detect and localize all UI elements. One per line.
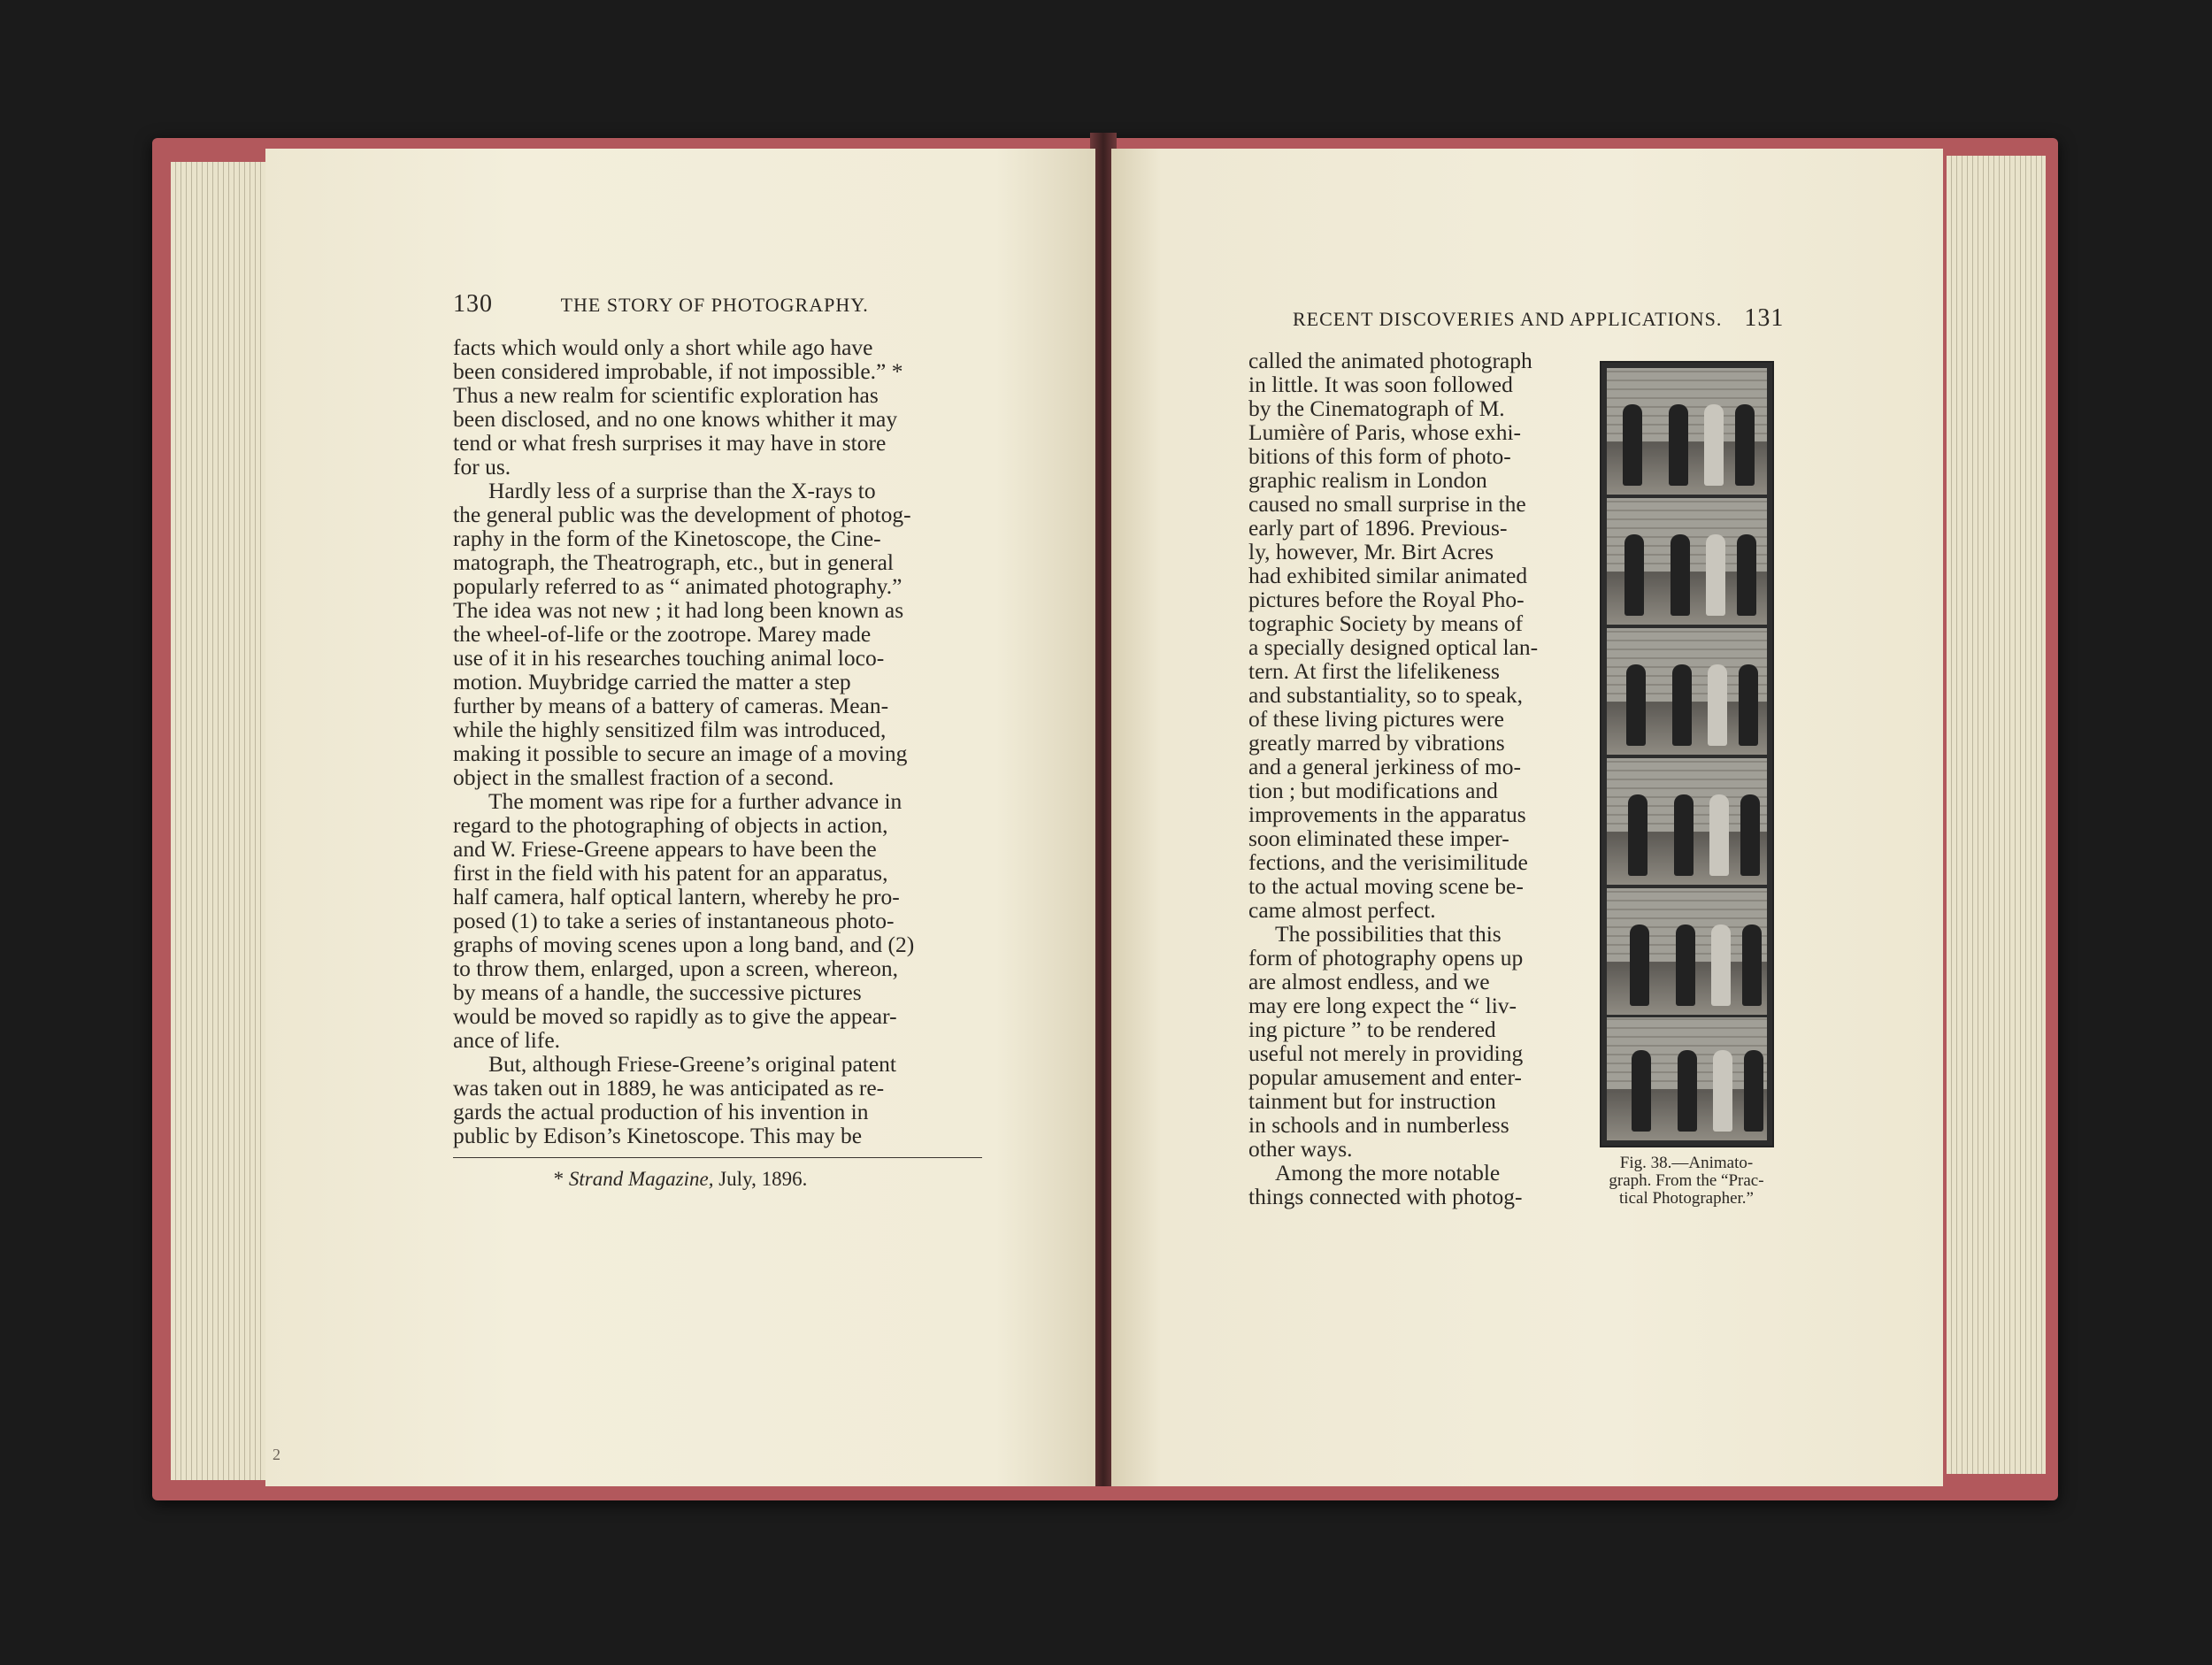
text-line: The moment was ripe for a further advance in bbox=[488, 788, 902, 814]
text-line: pictures before the Royal Pho- bbox=[1248, 587, 1525, 612]
text-line: posed (1) to take a series of instantaneous photo- bbox=[453, 908, 895, 933]
text-line: ly, however, Mr. Birt Acres bbox=[1248, 539, 1494, 564]
left-running-head bbox=[453, 290, 869, 326]
left-page-number: 130 bbox=[453, 290, 493, 318]
text-line: a specially designed optical lan- bbox=[1248, 634, 1539, 660]
text-line: improvements in the apparatus bbox=[1248, 802, 1526, 827]
text-line: making it possible to secure an image of a moving bbox=[453, 740, 908, 766]
text-line: raphy in the form of the Kinetoscope, the Cine- bbox=[453, 526, 881, 551]
text-line: came almost perfect. bbox=[1248, 897, 1436, 923]
text-line: was taken out in 1889, he was anticipated as re- bbox=[453, 1075, 885, 1101]
text-line: the wheel-of-life or the zootrope. Marey made bbox=[453, 621, 872, 647]
text-line: may ere long expect the “ liv- bbox=[1248, 993, 1517, 1018]
text-line: for us. bbox=[453, 454, 511, 480]
animatograph-film-strip bbox=[1600, 361, 1774, 1147]
text-line: But, although Friese-Greene’s original patent bbox=[488, 1051, 897, 1077]
right-running-title: RECENT DISCOVERIES AND APPLICATIONS. bbox=[1293, 308, 1723, 330]
text-line: first in the field with his patent for an apparatus, bbox=[453, 860, 888, 886]
text-line: and a general jerkiness of mo- bbox=[1248, 754, 1522, 779]
text-line: tern. At first the lifelikeness bbox=[1248, 658, 1500, 684]
text-line: and W. Friese-Greene appears to have been the bbox=[453, 836, 877, 862]
figure-caption bbox=[1585, 1155, 1788, 1208]
film-frame bbox=[1607, 1017, 1767, 1140]
text-line: regard to the photographing of objects in action, bbox=[453, 812, 888, 838]
text-line: Lumière of Paris, whose exhi- bbox=[1248, 419, 1522, 445]
text-line: to the actual moving scene be- bbox=[1248, 873, 1524, 899]
film-frame bbox=[1607, 368, 1767, 495]
text-line: use of it in his researches touching animal loco- bbox=[453, 645, 885, 671]
text-line: object in the smallest fraction of a second. bbox=[453, 764, 834, 790]
footnote-marker: * bbox=[553, 1168, 569, 1190]
footnote-rule bbox=[453, 1157, 982, 1158]
right-page bbox=[1111, 149, 1943, 1486]
film-frame bbox=[1607, 628, 1767, 755]
text-line: popular amusement and enter- bbox=[1248, 1064, 1522, 1090]
text-line: to throw them, enlarged, upon a screen, whereon, bbox=[453, 955, 898, 981]
footnote-date: July, 1896. bbox=[713, 1168, 808, 1190]
text-line: popularly referred to as “ animated photography.” bbox=[453, 573, 902, 599]
text-line: tend or what fresh surprises it may have in store bbox=[453, 430, 887, 456]
caption-line: Fig. 38.—Animato- bbox=[1619, 1154, 1754, 1172]
text-line: other ways. bbox=[1248, 1136, 1353, 1162]
text-line: been disclosed, and no one knows whither it may bbox=[453, 406, 898, 432]
text-line: soon eliminated these imper- bbox=[1248, 825, 1509, 851]
text-line: ance of life. bbox=[453, 1027, 561, 1053]
left-page-edges bbox=[171, 162, 277, 1480]
text-line: graphs of moving scenes upon a long band, and (2) bbox=[453, 932, 915, 957]
text-line: the general public was the development of photog- bbox=[453, 502, 911, 527]
text-line: The idea was not new ; it had long been known as bbox=[453, 597, 904, 623]
text-line: in little. It was soon followed bbox=[1248, 372, 1513, 397]
footnote bbox=[265, 1168, 1095, 1191]
text-line: things connected with photog- bbox=[1248, 1184, 1523, 1209]
text-line: been considered improbable, if not impossible.” * bbox=[453, 358, 903, 384]
text-line: and substantiality, so to speak, bbox=[1248, 682, 1523, 708]
text-line: gards the actual production of his invention in bbox=[453, 1099, 869, 1124]
text-line: public by Edison’s Kinetoscope. This may be bbox=[453, 1123, 863, 1148]
caption-line: graph. From the “Prac- bbox=[1609, 1171, 1764, 1190]
right-page-edges bbox=[1947, 156, 2046, 1474]
film-frame bbox=[1607, 498, 1767, 625]
text-line: form of photography opens up bbox=[1248, 945, 1524, 971]
text-line: greatly marred by vibrations bbox=[1248, 730, 1505, 756]
text-line: caused no small surprise in the bbox=[1248, 491, 1526, 517]
text-line: motion. Muybridge carried the matter a step bbox=[453, 669, 851, 694]
text-line: by means of a handle, the successive pictures bbox=[453, 979, 862, 1005]
text-line: tion ; but modifications and bbox=[1248, 778, 1498, 803]
text-line: matograph, the Theatrograph, etc., but in general bbox=[453, 549, 895, 575]
caption-line: tical Photographer.” bbox=[1619, 1189, 1754, 1208]
text-line: The possibilities that this bbox=[1275, 921, 1502, 947]
text-line: would be moved so rapidly as to give the appear- bbox=[453, 1003, 897, 1029]
text-line: Among the more notable bbox=[1275, 1160, 1501, 1185]
left-page bbox=[265, 149, 1095, 1486]
right-page-number: 131 bbox=[1744, 304, 1785, 332]
text-line: tographic Society by means of bbox=[1248, 610, 1524, 636]
text-line: half camera, half optical lantern, whereby he pro- bbox=[453, 884, 900, 909]
text-line: of these living pictures were bbox=[1248, 706, 1504, 732]
text-line: Hardly less of a surprise than the X-rays to bbox=[488, 478, 876, 503]
text-line: had exhibited similar animated bbox=[1248, 563, 1528, 588]
left-running-title: THE STORY OF PHOTOGRAPHY. bbox=[560, 294, 869, 316]
signature-mark: 2 bbox=[273, 1446, 280, 1463]
text-line: tainment but for instruction bbox=[1248, 1088, 1496, 1114]
text-line: bitions of this form of photo- bbox=[1248, 443, 1511, 469]
text-line: while the highly sensitized film was introduced, bbox=[453, 717, 887, 742]
text-line: fections, and the verisimilitude bbox=[1248, 849, 1528, 875]
right-running-head bbox=[1293, 304, 1784, 340]
text-line: are almost endless, and we bbox=[1248, 969, 1490, 994]
film-frame bbox=[1607, 888, 1767, 1015]
film-frame bbox=[1607, 758, 1767, 885]
text-line: further by means of a battery of cameras. Mean- bbox=[453, 693, 889, 718]
text-line: useful not merely in providing bbox=[1248, 1040, 1524, 1066]
text-line: early part of 1896. Previous- bbox=[1248, 515, 1508, 541]
text-line: called the animated photograph bbox=[1248, 348, 1532, 373]
text-line: Thus a new realm for scientific exploration has bbox=[453, 382, 879, 408]
text-line: facts which would only a short while ago have bbox=[453, 334, 873, 360]
text-line: by the Cinematograph of M. bbox=[1248, 395, 1505, 421]
footnote-source-title: Strand Magazine, bbox=[568, 1168, 714, 1190]
text-line: graphic realism in London bbox=[1248, 467, 1487, 493]
text-line: in schools and in numberless bbox=[1248, 1112, 1509, 1138]
text-line: ing picture ” to be rendered bbox=[1248, 1017, 1496, 1042]
